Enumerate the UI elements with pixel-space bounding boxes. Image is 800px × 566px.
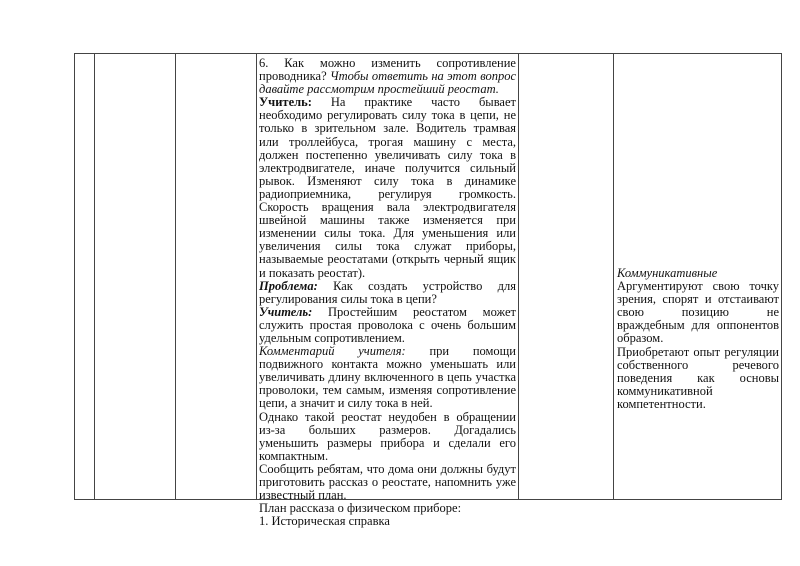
column-divider bbox=[94, 54, 95, 499]
paragraph-teacher bbox=[259, 96, 516, 279]
outcomes-heading: Коммуникативные bbox=[617, 266, 718, 280]
paragraph-problem bbox=[259, 280, 516, 306]
column-divider bbox=[256, 54, 257, 499]
outcome-paragraph: Аргументируют свою точку зрения, спорят и отстаивают свою позицию не враждебным для оппонентов образом. bbox=[617, 279, 779, 346]
outcomes-cell bbox=[617, 267, 779, 411]
teacher-text: На практике часто бывает необходимо регулировать силу тока в цепи, не только в зрительном зале. Водитель трамвая или троллейбуса, трогая машину с места, должен постепенно увеличивать силу тока в электродвигателе, иначе получится сильный рывок. Изменяют силу тока в динамике радиоприемника, регулируя громкость. Скорость вращения вала электродвигателя швейной машины также изменяется при изменении силы тока. Для уменьшения или увеличения силы тока служат приборы, называемые реостатами (открыть черный ящик и показать реостат). bbox=[259, 95, 516, 280]
lesson-table bbox=[74, 53, 782, 529]
plan-heading: План рассказа о физическом приборе: bbox=[259, 501, 462, 516]
paragraph-question bbox=[259, 57, 516, 96]
comment-text: при помощи подвижного контакта можно уменьшать или увеличивать длину включенного в цепь участка проволоки, тем самым, изменяя сопротивление цепи, а значит и силу тока в ней. bbox=[259, 344, 516, 411]
paragraph: Однако такой реостат неудобен в обращении из-за больших размеров. Догадались уменьшить размеры прибора и сделали его компактным. bbox=[259, 409, 516, 463]
plan-item: 1. Историческая справка bbox=[259, 514, 390, 529]
question-hint: Чтобы ответить на этот вопрос давайте рассмотрим простейший реостат. bbox=[259, 69, 517, 97]
comment-label: Комментарий учителя: bbox=[259, 344, 406, 359]
paragraph-comment bbox=[259, 345, 516, 410]
speaker-label: Учитель: bbox=[259, 304, 313, 319]
question-text: 6. Как можно изменить сопротивление проводника? bbox=[259, 56, 516, 84]
problem-text: Как создать устройство для регулирования силы тока в цепи? bbox=[259, 278, 516, 306]
paragraph-teacher bbox=[259, 306, 516, 345]
lesson-activity-cell bbox=[259, 57, 516, 528]
column-divider bbox=[175, 54, 176, 499]
paragraph: Сообщить ребятам, что дома они должны будут приготовить рассказ о реостате, напомнить уже известный план. bbox=[259, 461, 516, 503]
column-divider bbox=[613, 54, 614, 499]
teacher-text: Простейшим реостатом может служить простая проволока с очень большим удельным сопротивлением. bbox=[259, 304, 516, 345]
problem-label: Проблема: bbox=[259, 278, 318, 293]
speaker-label: Учитель: bbox=[259, 95, 312, 110]
outcome-paragraph: Приобретают опыт регуляции собственного речевого поведения как основы коммуникативной компетентности. bbox=[617, 344, 779, 411]
column-divider bbox=[518, 54, 519, 499]
